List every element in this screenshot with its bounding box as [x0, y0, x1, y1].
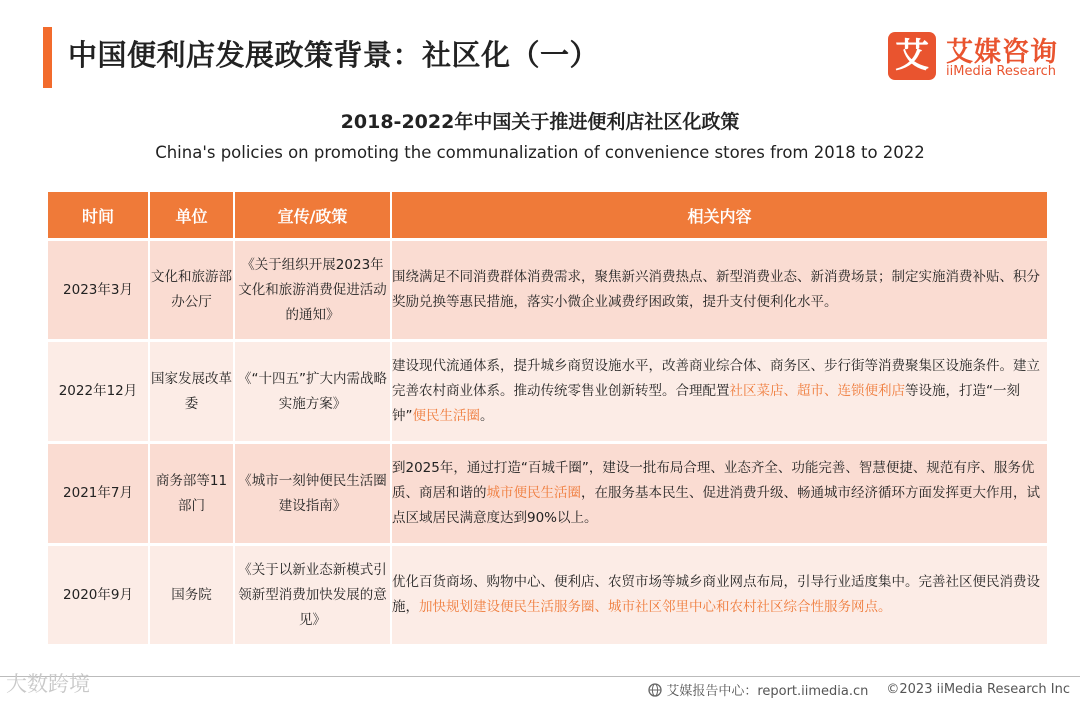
cell-content: [392, 241, 1047, 342]
logo-mark-icon: 艾: [888, 32, 936, 80]
cell-content: [392, 546, 1047, 647]
highlight-text: 便民生活圈: [412, 408, 480, 424]
cell-date: 2022年12月: [48, 342, 148, 444]
content-text: 围绕满足不同消费群体消费需求，聚焦新兴消费热点、新型消费业态、新消费场景；制定实施消费补贴、积分奖励兑换等惠民措施，落实小微企业减费纾困政策，提升支付便利化水平。: [392, 269, 1040, 310]
cell-policy: 《“十四五”扩大内需战略实施方案》: [235, 342, 390, 444]
footer-source: 艾媒报告中心：report.iimedia.cn: [666, 684, 869, 699]
logo-chinese-name: 艾媒咨询: [946, 37, 1058, 68]
content-text: 。: [480, 408, 494, 424]
cell-policy: 《关于以新业态新模式引领新型消费加快发展的意见》: [235, 546, 390, 647]
footer-divider: [0, 676, 1080, 677]
content-text: 建设现代流通体系，提升城乡商贸设施水平，改善商业综合体、商务区、步行街等消费聚集区设施条件。建立完善农村商业体系。推动传统零售业创新转型。合理配置: [392, 358, 1040, 399]
globe-icon: [648, 683, 662, 697]
logo-english-name: iiMedia Research: [946, 64, 1057, 79]
content-text: 到2025年，通过打造“百城千圈”，建设一批布局合理、业态齐全、功能完善、智慧便捷、规范有序、服务优质、商居和谐的: [392, 460, 1035, 501]
footer-copyright: ©2023 iiMedia Research Inc: [886, 682, 1070, 697]
table-row: [48, 444, 1047, 546]
header-content: 相关内容: [392, 192, 1047, 241]
cell-unit: 国家发展改革委: [150, 342, 233, 444]
watermark: 大数跨境: [6, 672, 90, 696]
policy-table: [46, 192, 1049, 647]
content-text: 等设施，打造“一刻钟”: [392, 383, 1020, 424]
cell-unit: 文化和旅游部办公厅: [150, 241, 233, 342]
cell-unit: 商务部等11部门: [150, 444, 233, 546]
title-accent-bar: [43, 27, 52, 88]
cell-content: [392, 444, 1047, 546]
table-row: [48, 342, 1047, 444]
table-header-row: [48, 192, 1047, 241]
highlight-text: 加快规划建设便民生活服务圈、城市社区邻里中心和农村社区综合性服务网点。: [419, 599, 892, 615]
cell-date: 2020年9月: [48, 546, 148, 647]
table-title: 2018-2022年中国关于推进便利店社区化政策: [340, 111, 740, 133]
iimedia-logo: [888, 30, 1068, 84]
page-title: 中国便利店发展政策背景：社区化（一）: [68, 38, 600, 72]
content-text: 优化百货商场、购物中心、便利店、农贸市场等城乡商业网点布局，引导行业适度集中。完善社区便民消费设施，: [392, 574, 1040, 615]
footer: [648, 680, 1070, 699]
header-policy: 宣传/政策: [235, 192, 390, 241]
highlight-text: 社区菜店、超市、连锁便利店: [729, 383, 905, 399]
highlight-text: 城市便民生活圈: [486, 485, 581, 501]
table-row: [48, 546, 1047, 647]
header-time: 时间: [48, 192, 148, 241]
cell-content: [392, 342, 1047, 444]
table-subtitle: China's policies on promoting the communalization of convenience stores from 2018 to 2022: [155, 143, 925, 162]
cell-policy: 《城市一刻钟便民生活圈建设指南》: [235, 444, 390, 546]
header-unit: 单位: [150, 192, 233, 241]
cell-unit: 国务院: [150, 546, 233, 647]
cell-policy: 《关于组织开展2023年文化和旅游消费促进活动的通知》: [235, 241, 390, 342]
cell-date: 2023年3月: [48, 241, 148, 342]
cell-date: 2021年7月: [48, 444, 148, 546]
table-row: [48, 241, 1047, 342]
content-text: ，在服务基本民生、促进消费升级、畅通城市经济循环方面发挥更大作用，试点区域居民满意度达到90%以上。: [392, 485, 1040, 526]
